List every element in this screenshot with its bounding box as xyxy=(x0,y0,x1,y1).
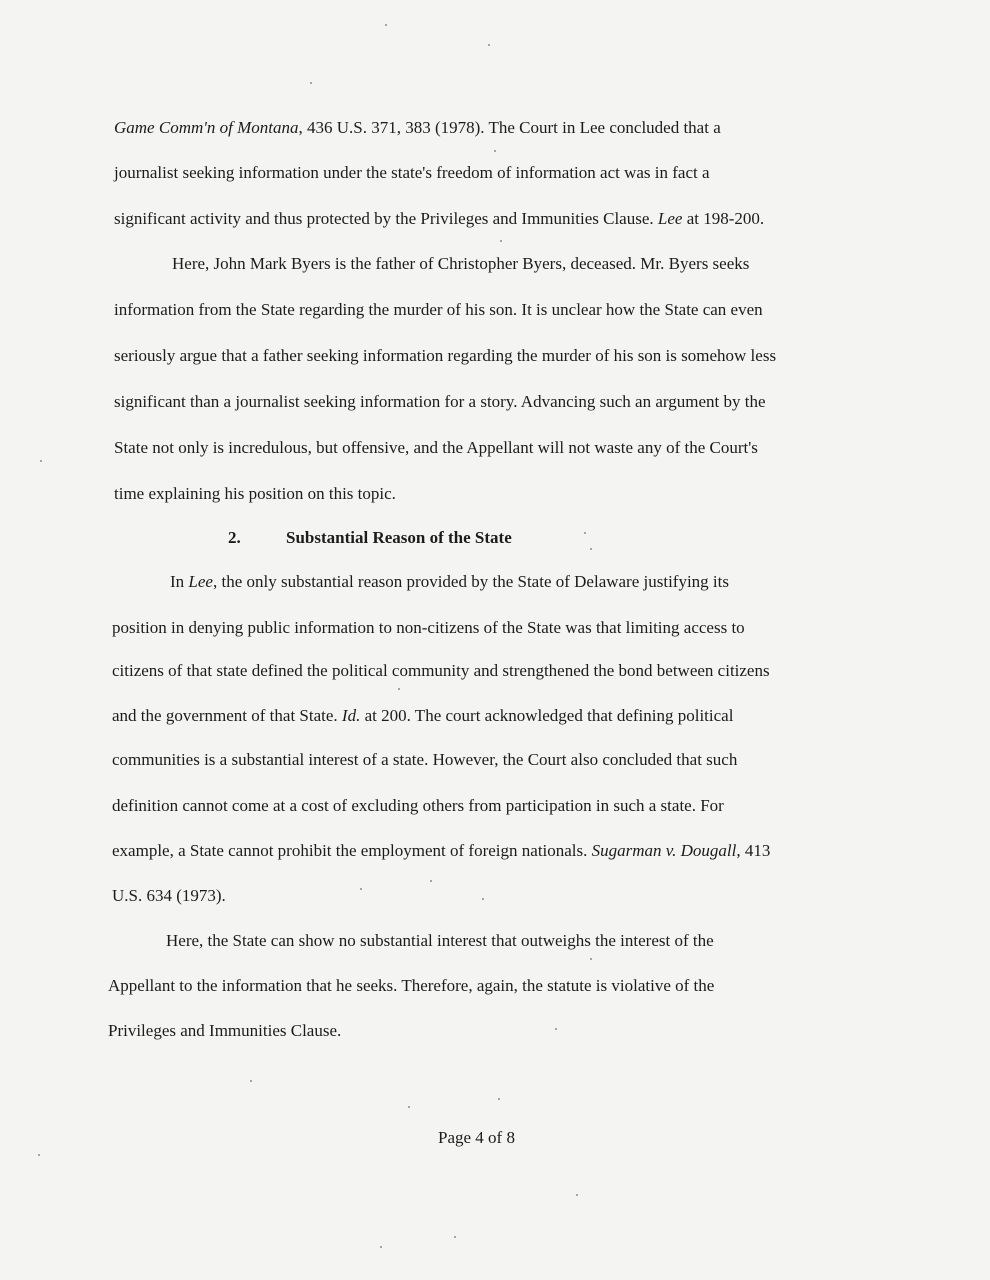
para2-line4: significant than a journalist seeking information for a story. Advancing such an argument by the xyxy=(114,392,766,411)
para2-line2: information from the State regarding the murder of his son. It is unclear how the State can even xyxy=(114,300,763,319)
section-title: Substantial Reason of the State xyxy=(286,528,512,547)
scan-speck xyxy=(430,880,432,882)
scan-speck xyxy=(576,1194,578,1196)
para3-line7 xyxy=(112,840,770,862)
para3-line4-text: and the government of that State. xyxy=(112,706,342,725)
scan-speck xyxy=(310,82,312,84)
para3-line2: position in denying public information to non-citizens of the State was that limiting access to xyxy=(112,618,745,637)
scan-speck xyxy=(498,1098,500,1100)
para1-line2: journalist seeking information under the state's freedom of information act was in fact a xyxy=(114,163,710,182)
scan-speck xyxy=(555,1028,557,1030)
para1-line3-end: at 198-200. xyxy=(682,209,765,228)
para2-line3: seriously argue that a father seeking information regarding the murder of his son is somehow less xyxy=(114,346,777,365)
case-name-italic: Sugarman v. Dougall xyxy=(591,841,737,860)
para3-line4-end: at 200. The court acknowledged that defining political xyxy=(360,706,734,725)
para1-line3-text: significant activity and thus protected by the Privileges and Immunities Clause. xyxy=(114,209,658,228)
para4-line2: Appellant to the information that he seeks. Therefore, again, the statute is violative of the xyxy=(108,976,715,995)
case-name-italic: Game Comm'n of Montana xyxy=(114,118,299,137)
para1-line1 xyxy=(114,117,721,139)
scan-speck xyxy=(488,44,490,46)
scan-speck xyxy=(385,24,387,26)
para3-line5: communities is a substantial interest of a state. However, the Court also concluded that such xyxy=(112,750,738,769)
scan-speck xyxy=(590,958,592,960)
para3-line4 xyxy=(112,705,733,727)
para3-line7-text: example, a State cannot prohibit the employment of foreign nationals. xyxy=(112,841,592,860)
scan-speck xyxy=(360,888,362,890)
scan-speck xyxy=(454,1236,456,1238)
scan-speck xyxy=(584,532,586,534)
scan-speck xyxy=(482,898,484,900)
para4-line3: Privileges and Immunities Clause. xyxy=(108,1021,342,1040)
scan-speck xyxy=(398,688,400,690)
para2-line6: time explaining his position on this topic. xyxy=(114,484,396,503)
scan-speck xyxy=(408,1106,410,1108)
citation-italic: Id. xyxy=(341,706,361,725)
para4-line1: Here, the State can show no substantial interest that outweighs the interest of the xyxy=(166,931,714,950)
para2-line1: Here, John Mark Byers is the father of Christopher Byers, deceased. Mr. Byers seeks xyxy=(172,254,750,273)
page-number: Page 4 of 8 xyxy=(438,1128,515,1147)
scan-speck xyxy=(38,1154,40,1156)
para3-line1-start: In xyxy=(170,572,189,591)
para3-line7-end: , 413 xyxy=(736,841,771,860)
para2-line5: State not only is incredulous, but offensive, and the Appellant will not waste any of the Court's xyxy=(114,438,758,457)
citation-italic: Lee xyxy=(657,209,683,228)
scan-speck xyxy=(500,240,502,242)
para3-line3: citizens of that state defined the political community and strengthened the bond between citizens xyxy=(112,661,770,680)
scan-speck xyxy=(250,1080,252,1082)
section-number: 2. xyxy=(228,528,241,547)
para1-line1-text: , 436 U.S. 371, 383 (1978). The Court in Lee concluded that a xyxy=(298,118,721,137)
scan-speck xyxy=(590,548,592,550)
para3-line1-text: , the only substantial reason provided by the State of Delaware justifying its xyxy=(212,572,729,591)
citation-italic: Lee xyxy=(188,572,213,591)
para3-line1 xyxy=(170,571,729,593)
scan-speck xyxy=(494,150,496,152)
para3-line8: U.S. 634 (1973). xyxy=(112,886,226,905)
para1-line3 xyxy=(114,208,764,230)
scan-speck xyxy=(40,460,42,462)
para3-line6: definition cannot come at a cost of excluding others from participation in such a state. For xyxy=(112,796,724,815)
scan-speck xyxy=(380,1246,382,1248)
